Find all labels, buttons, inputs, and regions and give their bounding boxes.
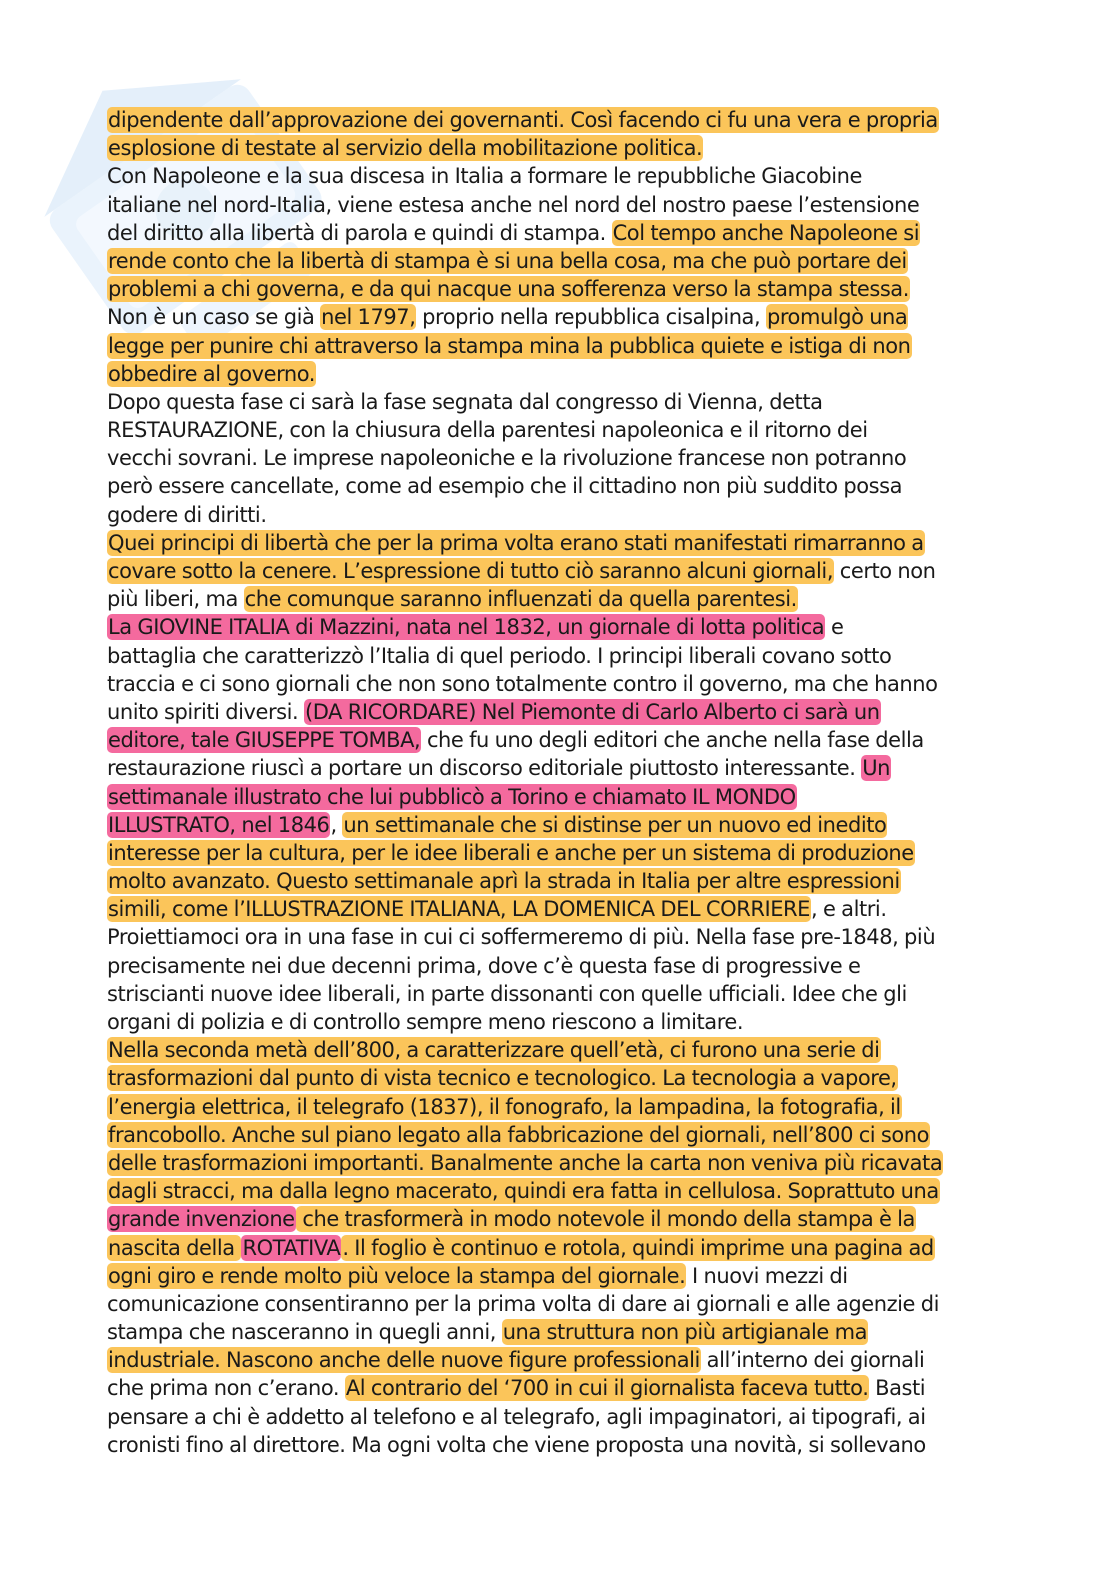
text-line [107, 1149, 1007, 1177]
highlight-pink: Un [862, 756, 891, 781]
text-line [107, 501, 1007, 529]
text-line [107, 472, 1007, 500]
text-segment: all’interno dei giornali [700, 1348, 925, 1373]
text-segment: del diritto alla libertà di parola e quindi di stampa. [107, 220, 612, 245]
text-segment: striscianti nuove idee liberali, in parte dissonanti con quelle ufficiali. Idee che gli [107, 981, 907, 1006]
text-line [107, 134, 1007, 162]
text-line [107, 783, 1007, 811]
text-segment: godere di diritti. [107, 502, 267, 527]
document-page [107, 106, 1007, 1459]
text-segment: organi di polizia e di controllo sempre meno riescono a limitare. [107, 1010, 744, 1034]
text-segment: battaglia che caratterizzò l’Italia di quel periodo. I principi liberali covano sotto [107, 643, 892, 668]
highlight-yellow: Quei principi di libertà che per la prima volta erano stati manifestati rimarranno a [108, 530, 924, 555]
text-line [107, 529, 1007, 557]
text-line [107, 247, 1007, 275]
text-segment: che prima non c’erano. [107, 1376, 345, 1401]
text-line [107, 416, 1007, 444]
text-line [107, 867, 1007, 895]
highlight-yellow: . Il foglio è continuo e rotola, quindi imprime una pagina ad [342, 1235, 934, 1260]
highlight-yellow: interesse per la cultura, per le idee liberali e anche per un sistema di produzione [108, 840, 914, 865]
text-segment: pensare a chi è addetto al telefono e al telegrafo, agli impaginatori, ai tipografi, ai [107, 1404, 926, 1429]
text-line [107, 952, 1007, 980]
text-line [107, 585, 1007, 613]
text-segment: Con Napoleone e la sua discesa in Italia a formare le repubbliche Giacobine [107, 164, 863, 189]
highlight-pink: settimanale illustrato che lui pubblicò a Torino e chiamato IL MONDO [108, 784, 796, 809]
text-segment: precisamente nei due decenni prima, dove c’è questa fase di progressive e [107, 953, 861, 978]
text-line [107, 1346, 1007, 1374]
text-line [107, 726, 1007, 754]
text-line [107, 444, 1007, 472]
highlight-pink: La GIOVINE ITALIA di Mazzini, nata nel 1832, un giornale di lotta politica [108, 615, 825, 640]
text-segment: , [330, 812, 343, 837]
text-segment: RESTAURAZIONE, con la chiusura della parentesi napoleonica e il ritorno dei [107, 418, 868, 443]
highlight-yellow: che trasformerà in modo notevole il mondo della stampa è la [296, 1207, 915, 1232]
highlight-pink: ROTATIVA [242, 1235, 341, 1260]
highlight-yellow: dipendente dall’approvazione dei governanti. Così facendo ci fu una vera e propria [108, 108, 938, 132]
highlight-yellow: rende conto che la libertà di stampa è si una bella cosa, ma che può portare dei [108, 248, 907, 273]
text-line [107, 360, 1007, 388]
highlight-yellow: Col tempo anche Napoleone si [612, 220, 920, 245]
text-segment: certo non [834, 559, 936, 583]
text-line [107, 1205, 1007, 1233]
text-segment: traccia e ci sono giornali che non sono totalmente contro il governo, ma che hanno [107, 671, 938, 696]
text-line [107, 754, 1007, 782]
highlight-pink: ILLUSTRATO, nel 1846 [108, 812, 330, 837]
highlight-yellow: che comunque saranno influenzati da quella parentesi. [244, 587, 797, 612]
text-segment: Proiettiamoci ora in una fase in cui ci soffermeremo di più. Nella fase pre-1848, più [107, 925, 936, 950]
highlight-yellow: legge per punire chi attraverso la stampa mina la pubblica quiete e istiga di non [108, 333, 911, 358]
text-line [107, 332, 1007, 360]
text-line [107, 106, 1007, 134]
highlight-yellow: problemi a chi governa, e da qui nacque una sofferenza verso la stampa stessa. [108, 277, 909, 302]
text-line [107, 1177, 1007, 1205]
text-segment: comunicazione consentiranno per la prima volta di dare ai giornali e alle agenzie di [107, 1291, 939, 1316]
text-line [107, 642, 1007, 670]
text-line [107, 1374, 1007, 1402]
text-segment: restaurazione riuscì a portare un discorso editoriale piuttosto interessante. [107, 756, 862, 781]
text-line [107, 303, 1007, 331]
highlight-yellow: nascita della [108, 1235, 241, 1260]
text-line [107, 839, 1007, 867]
text-line [107, 1064, 1007, 1092]
text-segment: Dopo questa fase ci sarà la fase segnata dal congresso di Vienna, detta [107, 389, 823, 414]
highlight-yellow: trasformazioni dal punto di vista tecnico e tecnologico. La tecnologia a vapore, [108, 1066, 897, 1091]
highlight-yellow: esplosione di testate al servizio della mobilitazione politica. [108, 136, 703, 161]
highlight-yellow: un settimanale che si distinse per un nuovo ed inedito [343, 812, 887, 837]
highlight-pink: (DA RICORDARE) Nel Piemonte di Carlo Alberto ci sarà un [304, 699, 880, 724]
highlight-yellow: Al contrario del ‘700 in cui il giornalista faceva tutto. [345, 1376, 869, 1401]
highlight-yellow: una struttura non più artigianale ma [502, 1320, 868, 1345]
text-segment: più liberi, ma [107, 587, 244, 612]
text-line [107, 613, 1007, 641]
text-line [107, 191, 1007, 219]
highlight-yellow: l’energia elettrica, il telegrafo (1837), il fonografo, la lampadina, la fotografia, il [108, 1094, 901, 1119]
text-line [107, 219, 1007, 247]
text-line [107, 388, 1007, 416]
text-segment: proprio nella repubblica cisalpina, [416, 305, 766, 330]
text-segment: Basti [869, 1376, 926, 1401]
text-segment: I nuovi mezzi di [686, 1263, 848, 1288]
text-line [107, 1036, 1007, 1064]
highlight-yellow: obbedire al governo. [108, 361, 315, 386]
text-line [107, 275, 1007, 303]
text-segment: stampa che nasceranno in quegli anni, [107, 1320, 502, 1345]
text-line [107, 895, 1007, 923]
highlight-yellow: simili, come l’ILLUSTRAZIONE ITALIANA, LA DOMENICA DEL CORRIERE [108, 897, 811, 922]
text-line [107, 1431, 1007, 1459]
text-line [107, 980, 1007, 1008]
text-segment: Non è un caso se già [107, 305, 321, 330]
text-line [107, 1008, 1007, 1036]
text-line [107, 923, 1007, 951]
highlight-pink: grande invenzione [108, 1207, 295, 1232]
highlight-pink: editore, tale GIUSEPPE TOMBA, [108, 728, 421, 753]
text-segment: cronisti fino al direttore. Ma ogni volta che viene proposta una novità, si sollevano [107, 1432, 926, 1457]
text-segment: unito spiriti diversi. [107, 699, 304, 724]
text-line [107, 162, 1007, 190]
highlight-yellow: molto avanzato. Questo settimanale aprì la strada in Italia per altre espressioni [108, 869, 900, 894]
highlight-yellow: francobollo. Anche sul piano legato alla fabbricazione del giornali, nell’800 ci sono [108, 1122, 930, 1147]
highlight-yellow: nel 1797, [321, 305, 416, 330]
highlight-yellow: dagli stracci, ma dalla legno macerato, quindi era fatta in cellulosa. Soprattuto una [108, 1179, 939, 1204]
text-segment: e [825, 615, 844, 640]
text-line [107, 1262, 1007, 1290]
text-line [107, 1318, 1007, 1346]
highlight-yellow: industriale. Nascono anche delle nuove figure professionali [108, 1348, 700, 1373]
text-line [107, 1093, 1007, 1121]
highlight-yellow: Nella seconda metà dell’800, a caratterizzare quell’età, ci furono una serie di [108, 1038, 880, 1063]
highlight-yellow: delle trasformazioni importanti. Banalmente anche la carta non veniva più ricavata [108, 1150, 943, 1175]
text-line [107, 1403, 1007, 1431]
text-line [107, 698, 1007, 726]
highlight-yellow: ogni giro e rende molto più veloce la stampa del giornale. [108, 1263, 686, 1288]
text-segment: che fu uno degli editori che anche nella fase della [421, 728, 924, 753]
text-line [107, 557, 1007, 585]
text-line [107, 811, 1007, 839]
text-segment: però essere cancellate, come ad esempio che il cittadino non più suddito possa [107, 474, 903, 499]
text-line [107, 1121, 1007, 1149]
highlight-yellow: covare sotto la cenere. L’espressione di tutto ciò saranno alcuni giornali, [108, 559, 834, 583]
text-segment: vecchi sovrani. Le imprese napoleoniche e la rivoluzione francese non potranno [107, 446, 907, 471]
text-segment: italiane nel nord-Italia, viene estesa anche nel nord del nostro paese l’estensione [107, 192, 920, 217]
text-line [107, 1290, 1007, 1318]
text-line [107, 670, 1007, 698]
text-segment: , e altri. [811, 897, 887, 922]
highlight-yellow: promulgò una [766, 305, 908, 330]
text-line [107, 1234, 1007, 1262]
